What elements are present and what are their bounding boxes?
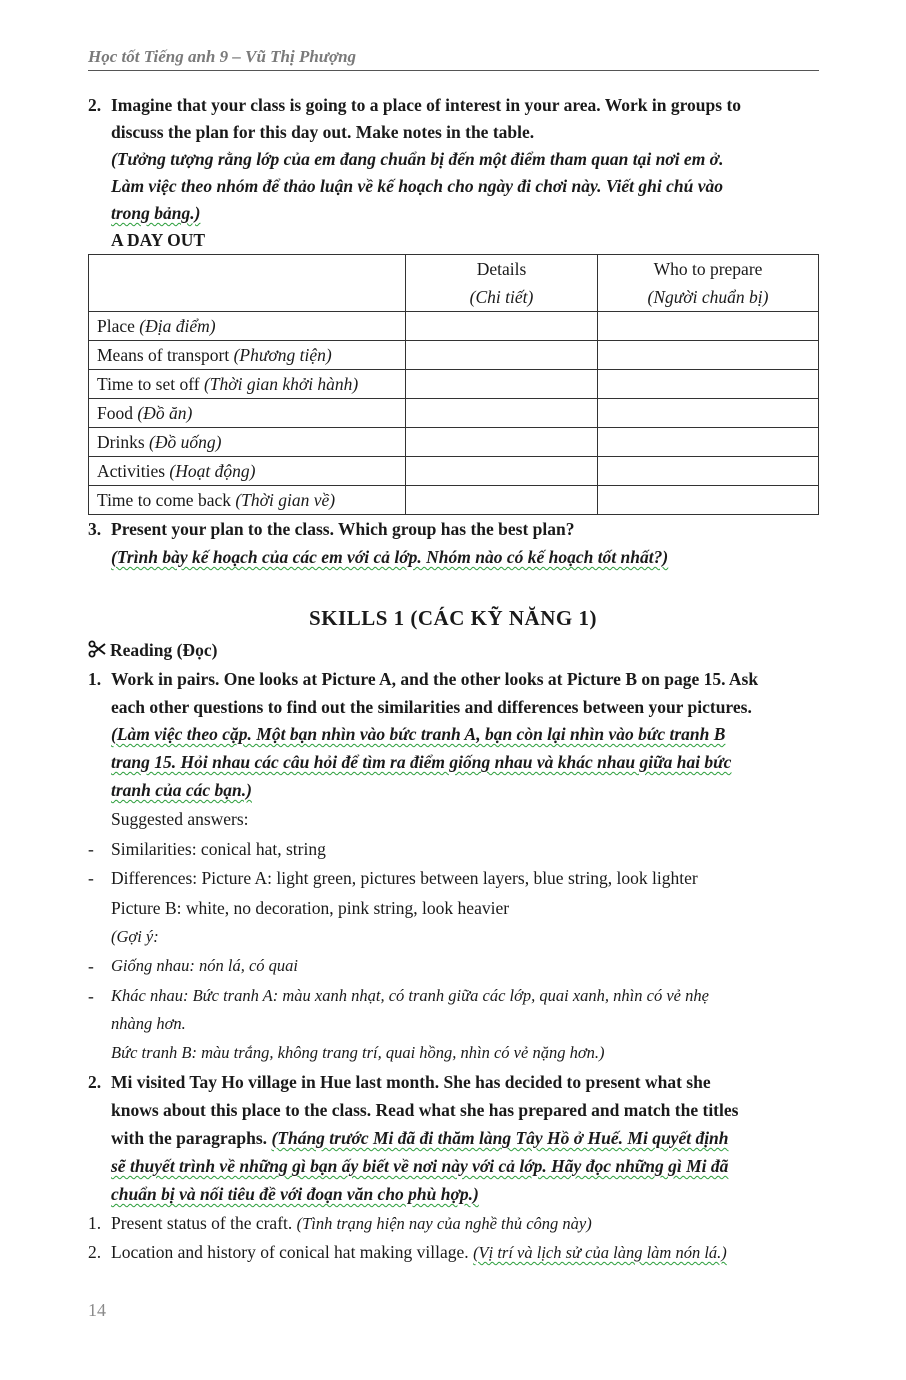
header-details-vi: (Chi tiết) (469, 287, 534, 307)
r1-line-2: each other questions to find out the similarities and differences between your pictures. (111, 697, 752, 717)
dash-4: - (88, 986, 94, 1006)
similarities: Similarities: conical hat, string (111, 839, 326, 859)
row-label-en: Place (97, 315, 135, 336)
who-cell[interactable] (598, 312, 819, 341)
table-row (89, 370, 819, 399)
details-cell[interactable] (406, 341, 598, 370)
r2-line-3-en: with the paragraphs. (111, 1128, 268, 1148)
title-1-number: 1. (88, 1213, 102, 1233)
row-label-vi: (Phương tiện) (233, 344, 332, 365)
dash-1: - (88, 839, 94, 859)
table-header-empty (89, 255, 406, 312)
giong-nhau: Giống nhau: nón lá, có quai (111, 956, 298, 975)
r1-vi-line-1: (Làm việc theo cặp. Một bạn nhìn vào bức tranh A, bạn còn lại nhìn vào bức tranh B (111, 724, 726, 744)
title-2-vi: (Vị trí và lịch sử của làng làm nón lá.) (473, 1243, 727, 1262)
row-label (89, 399, 406, 428)
r2-line-2: knows about this place to the class. Read what she has prepared and match the titles (111, 1100, 739, 1120)
table-row (89, 399, 819, 428)
table-row (89, 312, 819, 341)
khac-nhau-2: nhàng hơn. (111, 1014, 186, 1033)
dash-2: - (88, 868, 94, 888)
row-label-en: Time to set off (97, 373, 200, 394)
table-header-details (406, 255, 598, 312)
details-cell[interactable] (406, 399, 598, 428)
header-details-en: Details (476, 259, 527, 279)
task2-vi-line-3: trong bảng.) (111, 203, 201, 223)
title-2-number: 2. (88, 1242, 102, 1262)
details-cell[interactable] (406, 312, 598, 341)
r2-line-3-vi: (Tháng trước Mi đã đi thăm làng Tây Hồ ở Huế. Mi quyết định (271, 1128, 729, 1148)
row-label-vi: (Đồ uống) (149, 431, 222, 452)
task3-number: 3. (88, 519, 102, 539)
details-cell[interactable] (406, 428, 598, 457)
goi-y: (Gợi ý: (111, 927, 159, 946)
table-row (89, 457, 819, 486)
details-cell[interactable] (406, 486, 598, 515)
title-2 (111, 1241, 727, 1264)
reading-heading (88, 639, 217, 661)
dash-3: - (88, 956, 94, 976)
who-cell[interactable] (598, 486, 819, 515)
table-row (89, 428, 819, 457)
title-1 (111, 1212, 592, 1235)
title-1-vi: (Tình trạng hiện nay của nghề thủ công này) (296, 1214, 592, 1233)
table-header-who (598, 255, 819, 312)
row-label-vi: (Thời gian khởi hành) (203, 373, 359, 394)
page-number: 14 (88, 1300, 106, 1320)
task2-vi-line-2: Làm việc theo nhóm để thảo luận về kế hoạch cho ngày đi chơi này. Viết ghi chú vào (111, 176, 724, 196)
r1-line-1: Work in pairs. One looks at Picture A, and the other looks at Picture B on page 15. Ask (111, 669, 759, 689)
row-label-vi: (Địa điểm) (139, 315, 216, 336)
differences: Differences: Picture A: light green, pictures between layers, blue string, look lighter (111, 868, 698, 888)
task2-line-2: discuss the plan for this day out. Make notes in the table. (111, 122, 535, 142)
task3-line: Present your plan to the class. Which group has the best plan? (111, 519, 575, 539)
day-out-table (88, 254, 819, 515)
reading-label: Reading (Đọc) (110, 640, 218, 660)
title-2-en: Location and history of conical hat making village. (111, 1242, 469, 1262)
r2-line-3 (111, 1127, 729, 1149)
task2-number: 2. (88, 95, 102, 115)
row-label-vi: (Hoạt động) (169, 460, 256, 481)
details-cell[interactable] (406, 457, 598, 486)
table-title: A DAY OUT (111, 230, 206, 250)
header-title: Học tốt Tiếng anh 9 – Vũ Thị Phượng (88, 47, 357, 66)
table-header-row (89, 255, 819, 312)
header-who-en: Who to prepare (653, 259, 763, 279)
task2-line-1: Imagine that your class is going to a place of interest in your area. Work in groups to (111, 95, 742, 115)
table-row (89, 341, 819, 370)
who-cell[interactable] (598, 428, 819, 457)
row-label-vi: (Thời gian về) (235, 489, 336, 510)
running-header (88, 44, 819, 71)
who-cell[interactable] (598, 399, 819, 428)
row-label-en: Activities (97, 460, 166, 481)
row-label (89, 312, 406, 341)
r2-vi-line-1: sẽ thuyết trình về những gì bạn ấy biết về nơi này với cả lớp. Hãy đọc những gì Mi đã (111, 1156, 729, 1176)
row-label-en: Food (97, 402, 133, 423)
who-cell[interactable] (598, 370, 819, 399)
task2-vi-line-1: (Tưởng tượng rằng lớp của em đang chuẩn bị đến một điểm tham quan tại nơi em ở. (111, 149, 724, 169)
khac-nhau-3: Bức tranh B: màu trắng, không trang trí, quai hồng, nhìn có vẻ nặng hơn.) (111, 1043, 605, 1062)
section-title: SKILLS 1 (CÁC KỸ NĂNG 1) (309, 606, 597, 630)
row-label-vi: (Đồ ăn) (137, 402, 193, 423)
row-label (89, 486, 406, 515)
row-label-en: Drinks (97, 431, 145, 452)
who-cell[interactable] (598, 341, 819, 370)
who-cell[interactable] (598, 457, 819, 486)
r2-line-1: Mi visited Tay Ho village in Hue last month. She has decided to present what she (111, 1072, 711, 1092)
row-label (89, 457, 406, 486)
header-who-vi: (Người chuẩn bị) (647, 287, 769, 307)
r1-vi-line-2: trang 15. Hỏi nhau các câu hỏi để tìm ra điểm giống nhau và khác nhau giữa hai bức (111, 752, 732, 772)
row-label (89, 370, 406, 399)
scissors-icon (88, 640, 106, 658)
row-label (89, 341, 406, 370)
task3-vi-line: (Trình bày kế hoạch của các em với cả lớp. Nhóm nào có kế hoạch tốt nhất?) (111, 547, 669, 567)
r1-number: 1. (88, 669, 102, 689)
r2-vi-line-2: chuẩn bị và nối tiêu đề với đoạn văn cho phù hợp.) (111, 1184, 479, 1204)
khac-nhau-1: Khác nhau: Bức tranh A: màu xanh nhạt, có tranh giữa các lớp, quai xanh, nhìn có vẻ nhẹ (111, 986, 709, 1005)
table-row (89, 486, 819, 515)
row-label (89, 428, 406, 457)
row-label-en: Means of transport (97, 344, 230, 365)
picture-b: Picture B: white, no decoration, pink string, look heavier (111, 898, 510, 918)
title-1-en: Present status of the craft. (111, 1213, 293, 1233)
details-cell[interactable] (406, 370, 598, 399)
suggested-answers: Suggested answers: (111, 809, 249, 829)
r1-vi-line-3: tranh của các bạn.) (111, 780, 252, 800)
row-label-en: Time to come back (97, 489, 231, 510)
r2-number: 2. (88, 1072, 102, 1092)
